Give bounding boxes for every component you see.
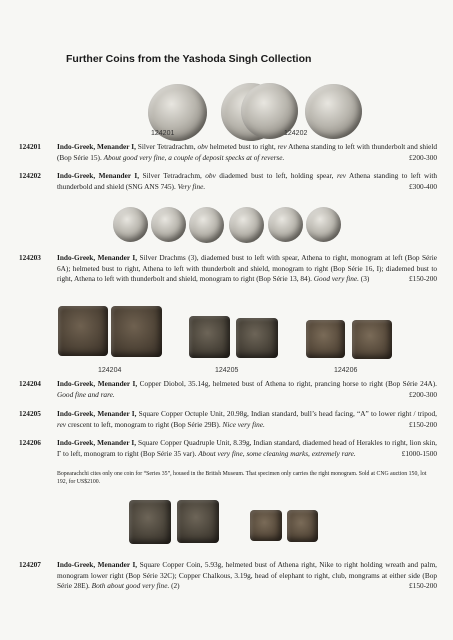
coin-124207-a-obverse	[129, 500, 171, 544]
lot-price: £150-200	[409, 274, 437, 284]
lot-price: £200-300	[409, 152, 437, 162]
coin-124203-c-obverse	[268, 207, 303, 242]
lot-number: 124202	[19, 171, 41, 180]
coin-124203-a-obverse	[113, 207, 148, 242]
lot-price: £200-300	[409, 389, 437, 399]
lot-text: Athena standing to left with thunderbolt and shield (Bop Série 15).	[57, 142, 438, 162]
lot-124207	[19, 560, 437, 592]
lot-obv: obv	[205, 171, 216, 180]
lot-text: diademed bust to left, holding spear,	[215, 171, 337, 180]
lot-number: 124207	[19, 560, 41, 569]
lot-text: Silver Tetradrachm,	[139, 171, 206, 180]
coin-124205-obverse	[189, 316, 230, 358]
lot-text: Silver Tetradrachm,	[135, 142, 198, 151]
lot-quantity: (3)	[358, 274, 370, 284]
lot-number: 124205	[19, 409, 41, 418]
image-label-124205: 124205	[215, 367, 239, 374]
image-label-124204: 124204	[98, 367, 122, 374]
lot-rev: rev	[57, 419, 67, 429]
lot-124206	[19, 438, 437, 459]
lot-124206-note: Bopearachchi cites only one coin for “Series 35”, housed in the British Museum. That specimen only carries the right monogram. Sold at CNG auction 150, lot 192, for US$2100.	[57, 471, 427, 485]
lot-text: helmeted bust to right,	[207, 142, 278, 151]
lot-grade: Good very fine.	[313, 274, 359, 284]
lot-price: £150-200	[409, 419, 437, 429]
coin-124203-b-reverse	[229, 207, 264, 243]
lot-124202	[19, 171, 437, 192]
coin-124204-obverse	[58, 306, 108, 356]
lot-124205	[19, 409, 437, 430]
lot-price: £300-400	[409, 181, 437, 191]
coin-124205-reverse	[236, 318, 278, 358]
coin-124202-reverse	[305, 84, 362, 139]
lot-124204	[19, 379, 437, 400]
coin-124203-c-reverse	[306, 207, 341, 242]
lot-number: 124201	[19, 142, 41, 151]
image-label-124206: 124206	[334, 367, 358, 374]
lot-title: Indo-Greek, Menander I,	[57, 409, 137, 418]
lot-text: Square Copper Octuple Unit, 20.98g, Indian standard, bull’s head facing, “A” to lower right / tripod,	[136, 409, 437, 418]
lot-quantity: (2)	[169, 581, 180, 591]
lot-price: £150-200	[409, 581, 437, 591]
lot-text: Square Copper Coin, 5.93g, helmeted bust of Athena right, Nike to right holding wreath and palm, monogram lower right (Bop Série 32C); Copper Chalkous, 3.19g, head of elephant to right, club, mongrams at either side (Bop Série 28E).	[57, 560, 437, 591]
coin-124207-b-obverse	[250, 510, 282, 541]
lot-text: Copper Diobol, 35.14g, helmeted bust of Athena to right, prancing horse to right (Bop Série 24A).	[137, 379, 437, 388]
lot-title: Indo-Greek, Menander I,	[57, 253, 138, 262]
lot-rev: rev	[277, 142, 287, 151]
lot-title: Indo-Greek, Menander I,	[57, 379, 138, 388]
lot-rev: rev	[336, 171, 346, 180]
coin-124203-a-reverse	[151, 207, 186, 242]
lot-grade: About very fine, some cleaning marks, extremely rare.	[198, 448, 356, 458]
lot-title: Indo-Greek, Menander I,	[57, 560, 138, 569]
coin-124207-a-reverse	[177, 500, 219, 543]
lot-number: 124203	[19, 253, 41, 262]
lot-text: Athena standing to left with thunderbold and shield (SNG ANS 745).	[57, 171, 438, 191]
coin-124203-b-obverse	[189, 207, 224, 243]
lot-text: crescent to left, monogram to right (Bop Série 29B).	[66, 419, 223, 429]
lot-number: 124206	[19, 438, 41, 447]
image-label-124202: 124202	[284, 130, 308, 137]
lot-grade: Good fine and rare.	[57, 389, 115, 399]
lot-grade: Both about good very fine.	[91, 581, 170, 591]
lot-grade: Very fine.	[177, 181, 206, 191]
coin-124206-reverse	[352, 320, 392, 359]
lot-grade: Nice very fine.	[222, 419, 265, 429]
image-label-124201: 124201	[151, 130, 175, 137]
lot-124203	[19, 253, 437, 285]
lot-title: Indo-Greek, Menander I,	[57, 171, 140, 180]
coin-124206-obverse	[306, 320, 345, 358]
lot-number: 124204	[19, 379, 41, 388]
lot-text: Silver Drachms (3), diademed bust to left with spear, Athena to right, monogram at left (Bop Série 6A); helmeted bust to right, Athena to left with thunderbolt and shield, monogram to right (Bop Série 16, I); diademed bust to right, Athena to left with thunderbolt and shield, monogram to right (Bop Série 13, 84).	[57, 253, 437, 284]
page-title: Further Coins from the Yashoda Singh Collection	[66, 53, 312, 65]
lot-title: Indo-Greek, Menander I,	[57, 438, 137, 447]
lot-price: £1000-1500	[401, 448, 437, 458]
coin-124204-reverse	[111, 306, 162, 357]
lot-title: Indo-Greek, Menander I,	[57, 142, 136, 151]
coin-124207-b-reverse	[287, 510, 318, 542]
lot-obv: obv	[197, 142, 208, 151]
lot-124201	[19, 142, 437, 163]
lot-grade: About good very fine, a couple of deposit specks at of reverse.	[103, 152, 285, 162]
lot-text: Square Copper Quadruple Unit, 8.39g, Indian standard, diademed head of Herakles to right, lion skin, Γ to left, monogram to right (Bop Série 35 var).	[57, 438, 437, 458]
